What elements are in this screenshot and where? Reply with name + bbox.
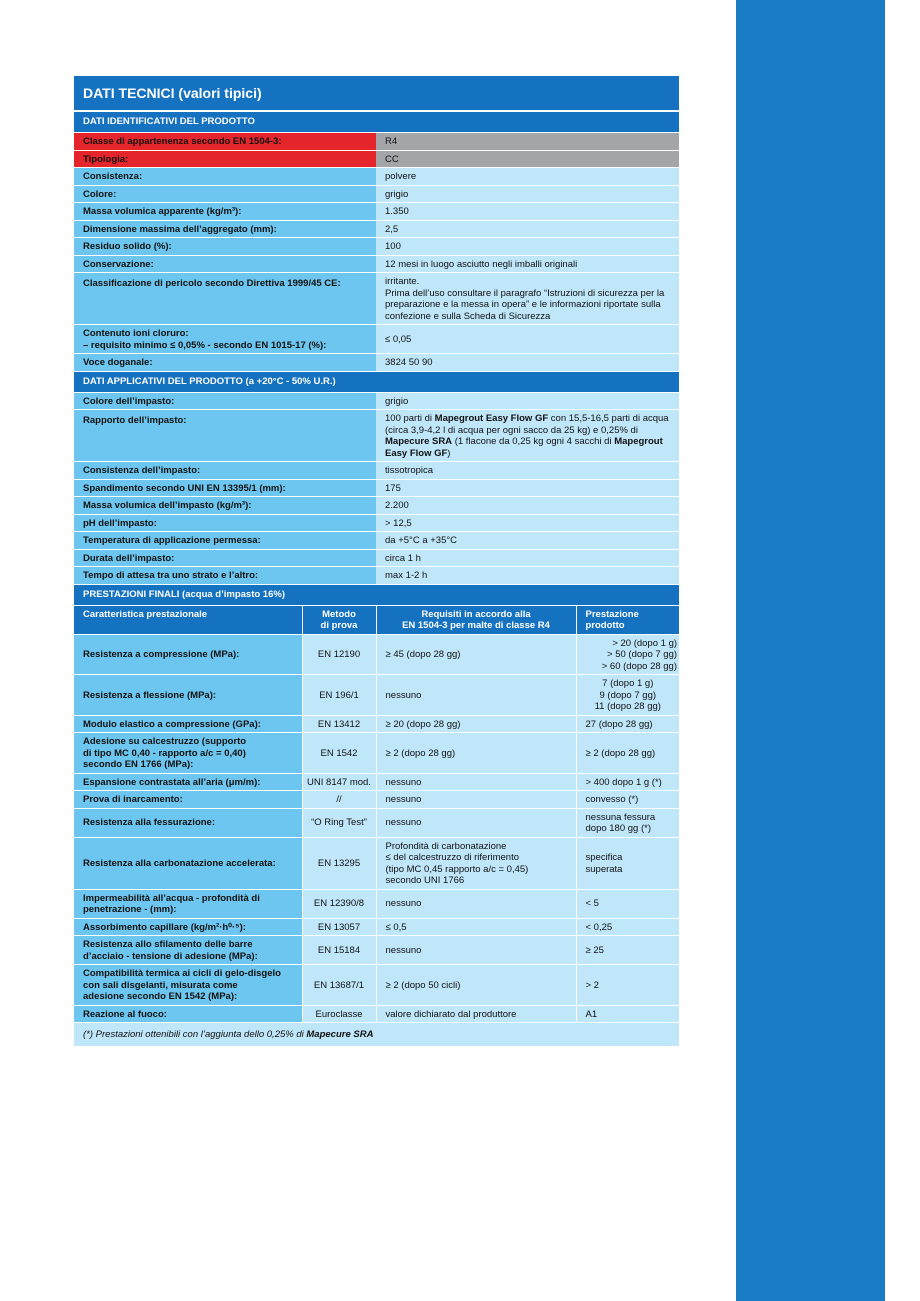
footnote [74,1023,679,1047]
product-performance: < 5 [576,889,679,918]
product-performance: specifica superata [576,837,679,889]
column-header: Prestazione prodotto [576,605,679,634]
table-row [74,634,679,675]
row-value: 2,5 [376,220,679,238]
row-value: grigio [376,392,679,410]
product-performance: A1 [576,1005,679,1023]
row-label: Massa volumica apparente (kg/m³): [74,203,376,221]
row-value: 100 [376,238,679,256]
product-performance: convesso (*) [576,791,679,809]
page-title: DATI TECNICI (valori tipici) [74,76,679,112]
row-value: 3824 50 90 [376,354,679,372]
table-row [74,837,679,889]
product-performance: > 400 dopo 1 g (*) [576,773,679,791]
row-label: Temperatura di applicazione permessa: [74,532,376,550]
test-method: EN 12390/8 [302,889,376,918]
row-label: Voce doganale: [74,354,376,372]
row-value: 175 [376,479,679,497]
table-row [74,1005,679,1023]
value-text: 100 parti di [385,413,435,424]
row-value: irritante. Prima dell’uso consultare il paragrafo “Istruzioni di sicurezza per la preparazione e la messa in opera” e le informazioni riportate sulla confezione e sulla Scheda di Sicurezza [376,273,679,325]
performance-label: Resistenza allo sfilamento delle barre d’acciaio - tensione di adesione (MPa): [74,936,302,965]
table-row [74,185,679,203]
row-label: Classificazione di pericolo secondo Direttiva 1999/45 CE: [74,273,376,325]
value-text: (1 flacone da 0,25 kg ogni 4 sacchi di [452,436,615,447]
row-label: Massa volumica dell’impasto (kg/m³): [74,497,376,515]
performance-label: Assorbimento capillare (kg/m²·h⁰·⁵): [74,918,302,936]
product-performance: < 0,25 [576,918,679,936]
section1-heading-row [74,112,679,133]
product-performance: 7 (dopo 1 g) 9 (dopo 7 gg) 11 (dopo 28 gg) [576,675,679,716]
requirement: nessuno [376,936,576,965]
row-label: Rapporto dell’impasto: [74,410,376,462]
requirement: ≥ 45 (dopo 28 gg) [376,634,576,675]
row-value: 1.350 [376,203,679,221]
product-performance: ≥ 2 (dopo 28 gg) [576,733,679,774]
row-value: polvere [376,168,679,186]
requirement: ≤ 0,5 [376,918,576,936]
row-label: Spandimento secondo UNI EN 13395/1 (mm): [74,479,376,497]
performance-label: Modulo elastico a compressione (GPa): [74,715,302,733]
table-row [74,549,679,567]
requirement: valore dichiarato dal produttore [376,1005,576,1023]
row-label: Colore dell’impasto: [74,392,376,410]
table-row [74,936,679,965]
row-value: grigio [376,185,679,203]
technical-data-sheet [74,76,679,1047]
requirement: ≥ 2 (dopo 28 gg) [376,733,576,774]
product-performance: > 2 [576,965,679,1006]
table-row [74,392,679,410]
requirement: nessuno [376,675,576,716]
row-value: 2.200 [376,497,679,515]
row-label: Tempo di attesa tra uno strato e l’altro: [74,567,376,585]
table-row [74,918,679,936]
row-value: CC [376,150,679,168]
test-method: EN 1542 [302,733,376,774]
row-value: circa 1 h [376,549,679,567]
section3-heading: PRESTAZIONI FINALI (acqua d’impasto 16%) [74,584,679,605]
test-method: EN 12190 [302,634,376,675]
test-method: EN 15184 [302,936,376,965]
table-row [74,133,679,151]
requirement: nessuno [376,773,576,791]
section2-heading-row [74,371,679,392]
performance-label: Resistenza a compressione (MPa): [74,634,302,675]
performance-label: Resistenza alla fessurazione: [74,808,302,837]
requirement: ≥ 20 (dopo 28 gg) [376,715,576,733]
row-value: > 12,5 [376,514,679,532]
performance-label: Resistenza a flessione (MPa): [74,675,302,716]
table-row [74,203,679,221]
performance-label: Resistenza alla carbonatazione accelerata: [74,837,302,889]
footnote-text: (*) Prestazioni ottenibili con l’aggiunta dello 0,25% di [83,1029,307,1041]
table-row [74,675,679,716]
performance-label: Compatibilità termica ai cicli di gelo-disgelo con sali disgelanti, misurata come adesione secondo EN 1542 (MPa): [74,965,302,1006]
requirement: ≥ 2 (dopo 50 cicli) [376,965,576,1006]
column-header: Metodo di prova [302,605,376,634]
test-method: “O Ring Test” [302,808,376,837]
test-method: EN 13295 [302,837,376,889]
table-row [74,889,679,918]
row-value: da +5°C a +35°C [376,532,679,550]
performance-label: Impermeabilità all’acqua - profondità di penetrazione - (mm): [74,889,302,918]
footnote-row [74,1023,679,1047]
test-method: Euroclasse [302,1005,376,1023]
section2-heading: DATI APPLICATIVI DEL PRODOTTO (a +20°C - 50% U.R.) [74,371,679,392]
table-row [74,410,679,462]
row-label: Tipologia: [74,150,376,168]
row-label: Conservazione: [74,255,376,273]
right-blue-band [736,0,885,1301]
brand-name: Mapecure SRA [385,436,453,447]
test-method: // [302,791,376,809]
product-performance: 27 (dopo 28 gg) [576,715,679,733]
row-label: Durata dell’impasto: [74,549,376,567]
requirement: nessuno [376,791,576,809]
brand-name: Mapegrout Easy Flow GF [434,413,549,424]
section3-heading-row [74,584,679,605]
row-value: 12 mesi in luogo asciutto negli imballi originali [376,255,679,273]
table-row [74,325,679,354]
performance-label: Prova di inarcamento: [74,791,302,809]
column-header: Requisiti in accordo alla EN 1504-3 per malte di classe R4 [376,605,576,634]
table-row [74,462,679,480]
table-row [74,791,679,809]
test-method: EN 13687/1 [302,965,376,1006]
row-label: Classe di appartenenza secondo EN 1504-3: [74,133,376,151]
table-row [74,497,679,515]
table-row [74,965,679,1006]
column-header: Caratteristica prestazionale [74,605,302,634]
brand-name: Mapegrout Easy Flow GF [385,436,663,459]
table-row [74,150,679,168]
table-row [74,773,679,791]
row-value: max 1-2 h [376,567,679,585]
table-row [74,715,679,733]
test-method: EN 13057 [302,918,376,936]
footnote-brand: Mapecure SRA [306,1029,374,1041]
product-performance: > 20 (dopo 1 g) > 50 (dopo 7 gg) > 60 (dopo 28 gg) [576,634,679,675]
section1-heading: DATI IDENTIFICATIVI DEL PRODOTTO [74,112,679,133]
performance-label: Espansione contrastata all’aria (μm/m): [74,773,302,791]
table-row [74,354,679,372]
test-method: EN 13412 [302,715,376,733]
value-text: con 15,5-16,5 parti di acqua (circa 3,9-4,2 l di acqua per ogni sacco da 25 kg) e 0,25% di [385,413,669,436]
performance-label: Adesione su calcestruzzo (supporto di tipo MC 0,40 - rapporto a/c = 0,40) secondo EN 1766 (MPa): [74,733,302,774]
table-row [74,273,679,325]
table-row [74,514,679,532]
table-row [74,255,679,273]
row-value: R4 [376,133,679,151]
row-value: tissotropica [376,462,679,480]
row-value [376,410,679,462]
row-label: Consistenza: [74,168,376,186]
row-label: Residuo solido (%): [74,238,376,256]
product-performance: nessuna fessura dopo 180 gg (*) [576,808,679,837]
table-row [74,567,679,585]
product-performance: ≥ 25 [576,936,679,965]
table-row [74,238,679,256]
table-row [74,479,679,497]
row-label: Dimensione massima dell’aggregato (mm): [74,220,376,238]
row-label: Consistenza dell’impasto: [74,462,376,480]
row-label: Colore: [74,185,376,203]
requirement: Profondità di carbonatazione ≤ del calcestruzzo di riferimento (tipo MC 0,45 rapporto a/c = 0,45) secondo UNI 1766 [376,837,576,889]
table-row [74,168,679,186]
value-text: ) [447,447,451,459]
requirement: nessuno [376,889,576,918]
column-header-row [74,605,679,634]
row-label: pH dell’impasto: [74,514,376,532]
row-value: ≤ 0,05 [376,325,679,354]
performance-label: Reazione al fuoco: [74,1005,302,1023]
table-row [74,220,679,238]
test-method: UNI 8147 mod. [302,773,376,791]
table-row [74,808,679,837]
table-row [74,532,679,550]
technical-data-table [74,112,679,1047]
test-method: EN 196/1 [302,675,376,716]
row-label: Contenuto ioni cloruro: – requisito minimo ≤ 0,05% - secondo EN 1015-17 (%): [74,325,376,354]
table-row [74,733,679,774]
requirement: nessuno [376,808,576,837]
